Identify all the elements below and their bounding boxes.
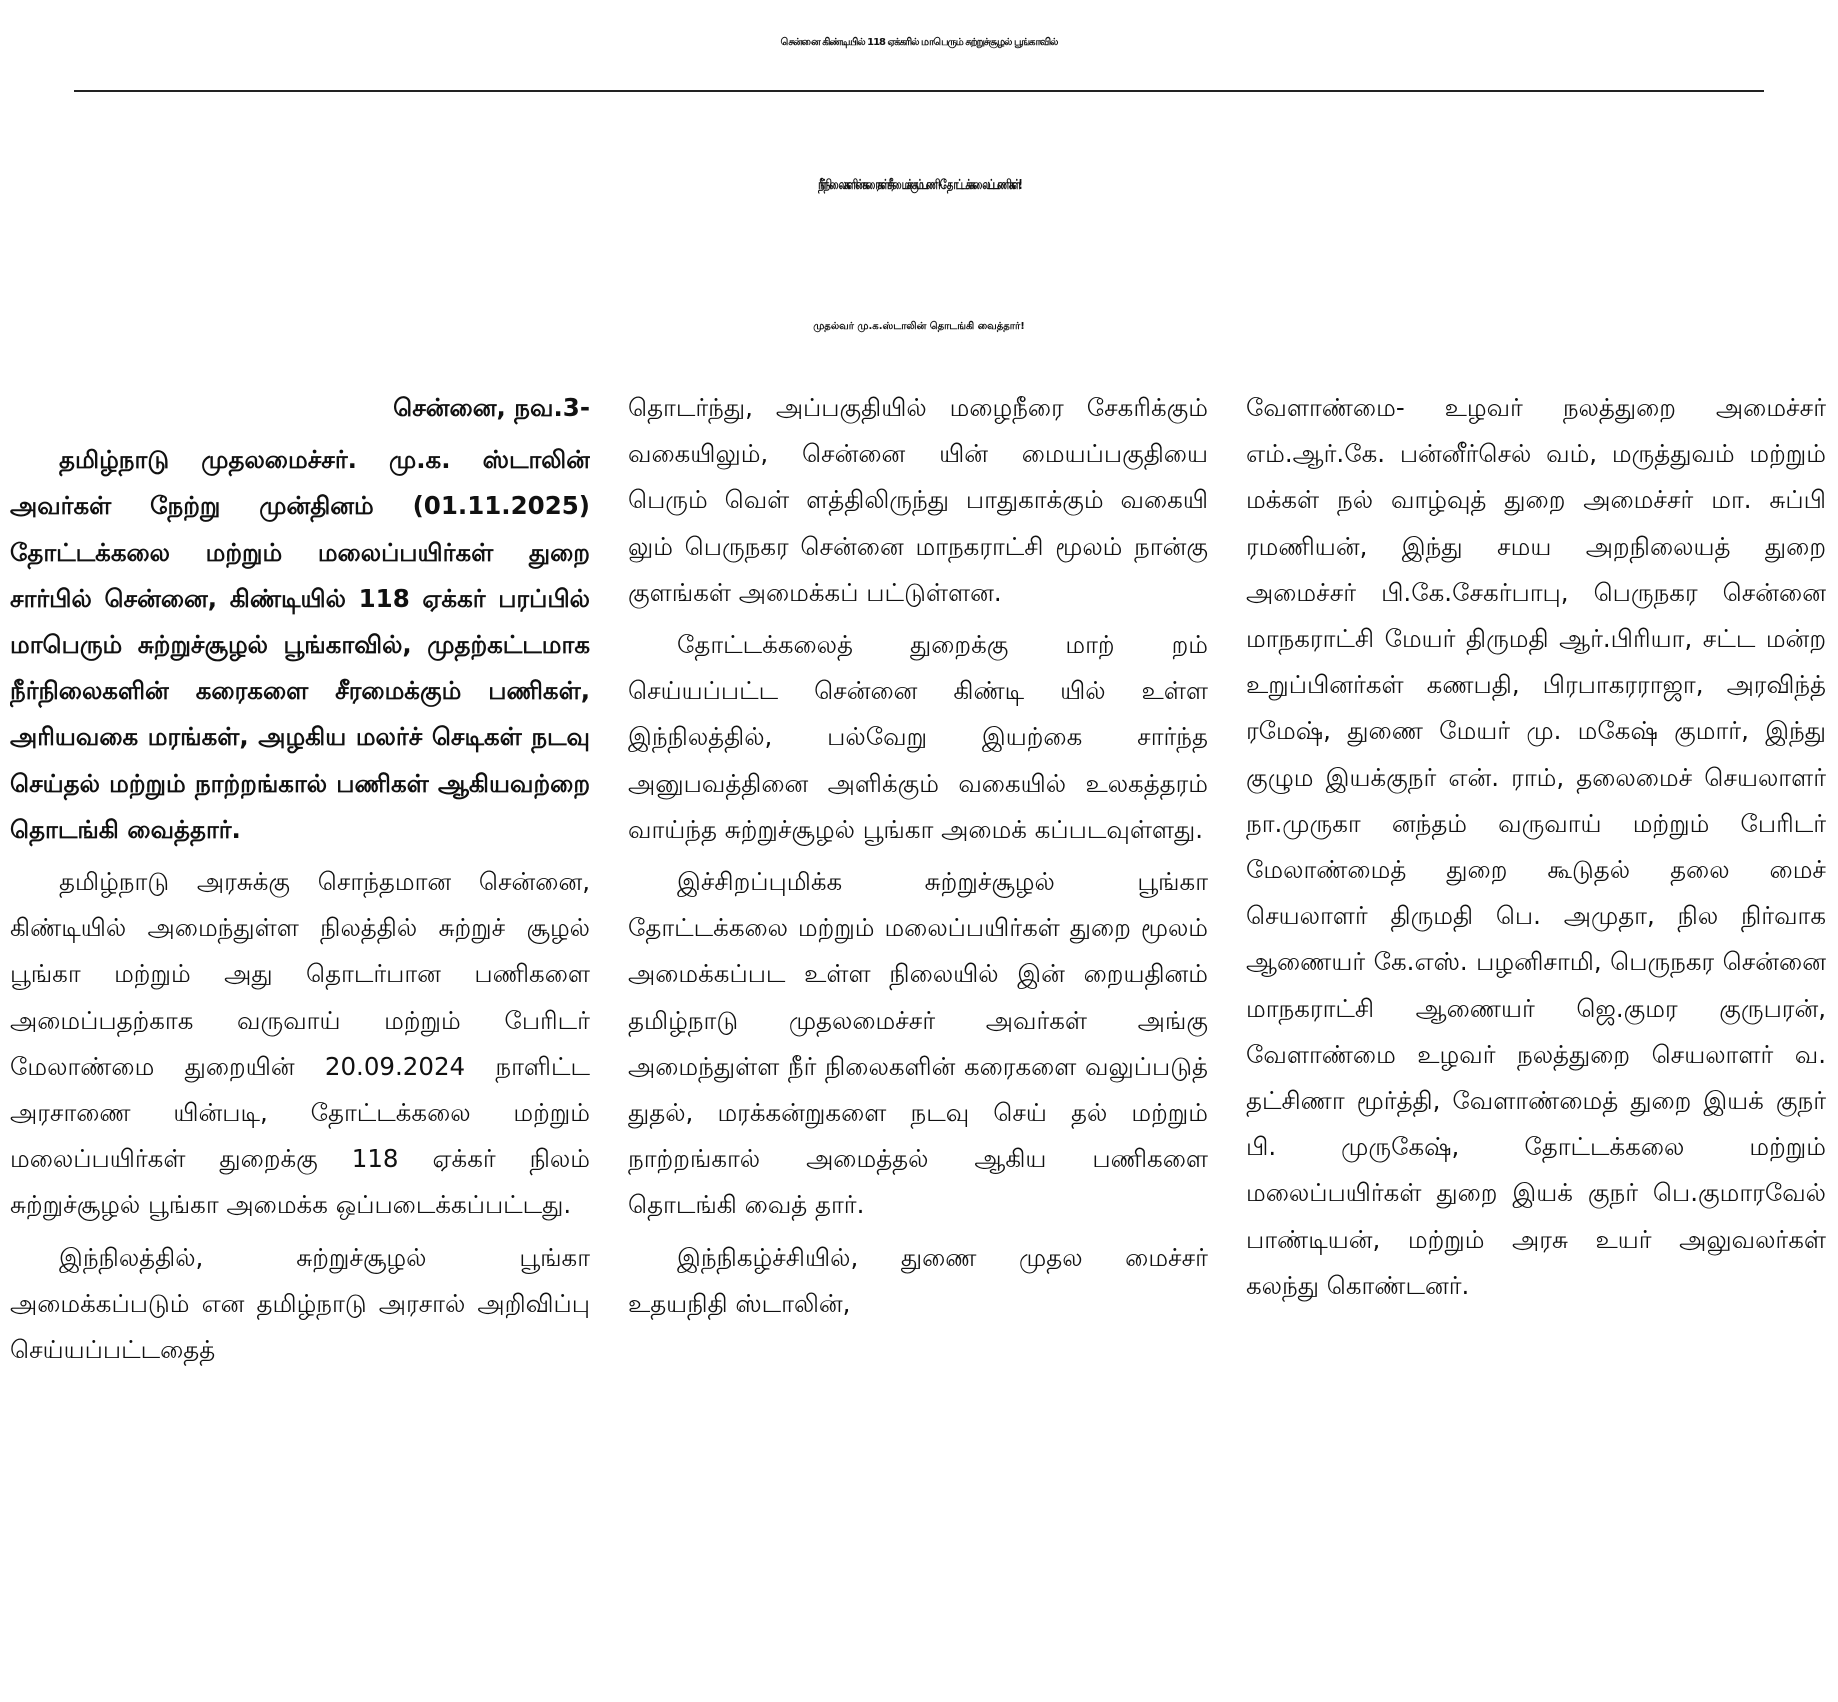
body-paragraph: தமிழ்நாடு அரசுக்கு சொந்தமான சென்னை, கிண்டியில் அமைந்துள்ள நிலத்தில் சுற்றுச் சூழல் பூங்கா மற்றும் அது தொடர்பான பணிகளை அமைப்பதற்காக வருவாய் மற்றும் பேரிடர் மேலாண்மை துறையின் 20.09.2024 நாளிட்ட அரசாணை யின்படி, தோட்டக்கலை மற்றும் மலைப்பயிர்கள் துறைக்கு 118 ஏக்கர் நிலம் சுற்றுச்சூழல் பூங்கா அமைக்க ஒப்படைக்கப்பட்டது.: [10, 867, 590, 1220]
article-column-1: [10, 385, 590, 1697]
lead-paragraph: தமிழ்நாடு முதலமைச்சர். மு.க. ஸ்டாலின் அவர்கள் நேற்று முன்தினம் (01.11.2025) தோட்டக்கலை மற்றும் மலைப்பயிர்கள் துறை சார்பில் சென்னை, கிண்டியில் 118 ஏக்கர் பரப்பில் மாபெரும் சுற்றுச்சூழல் பூங்காவில், முதற்கட்டமாக நீர்நிலைகளின் கரைகளை சீரமைக்கும் பணிகள், அரியவகை மரங்கள், அழகிய மலர்ச் செடிகள் நடவு செய்தல் மற்றும் நாற்றங்கால் பணிகள் ஆகியவற்றை தொடங்கி வைத்தார்.: [10, 445, 590, 844]
kicker-headline: சென்னை கிண்டியில் 118 ஏக்கரில் மாபெரும் சுற்றுச்சூழல் பூங்காவில்: [780, 37, 1058, 48]
header-rule: [74, 90, 1764, 92]
body-paragraph: தொடர்ந்து, அப்பகுதியில் மழைநீரை சேகரிக்கும் வகையிலும், சென்னை யின் மையப்பகுதியை பெரும் வெள் ளத்திலிருந்து பாதுகாக்கும் வகையி லும் பெருநகர சென்னை மாநகராட்சி மூலம் நான்கு குளங்கள் அமைக்கப் பட்டுள்ளன.: [628, 393, 1208, 607]
article-column-2: [628, 385, 1208, 1697]
dateline: சென்னை, நவ.3-: [393, 393, 590, 422]
body-paragraph: தோட்டக்கலைத் துறைக்கு மாற் றம் செய்யப்பட்ட சென்னை கிண்டி யில் உள்ள இந்நிலத்தில், பல்வேறு இயற்கை சார்ந்த அனுபவத்தினை அளிக்கும் வகையில் உலகத்தரம் வாய்ந்த சுற்றுச்சூழல் பூங்கா அமைக் கப்படவுள்ளது.: [628, 630, 1208, 844]
body-paragraph: இந்நிலத்தில், சுற்றுச்சூழல் பூங்கா அமைக்கப்படும் என தமிழ்நாடு அரசால் அறிவிப்பு செய்யப்பட்டதைத்: [10, 1242, 590, 1365]
main-headline: நீர்நிலைகளின் கரைகள் சீரமைக்கும் பணி - தோட்டக் கலைப் பணிகள்!: [818, 178, 1020, 193]
body-paragraph: இச்சிறப்புமிக்க சுற்றுச்சூழல் பூங்கா தோட்டக்கலை மற்றும் மலைப்பயிர்கள் துறை மூலம் அமைக்கப்பட உள்ள நிலையில் இன் றையதினம் தமிழ்நாடு முதலமைச்சர் அவர்கள் அங்கு அமைந்துள்ள நீர் நிலைகளின் கரைகளை வலுப்படுத் துதல், மரக்கன்றுகளை நடவு செய் தல் மற்றும் நாற்றங்கால் அமைத்தல் ஆகிய பணிகளை தொடங்கி வைத் தார்.: [628, 867, 1208, 1220]
article-column-3: [1246, 385, 1826, 1697]
body-paragraph: இந்நிகழ்ச்சியில், துணை முதல மைச்சர் உதயநிதி ஸ்டாலின்,: [628, 1242, 1208, 1318]
sub-headline: முதல்வர் மு.க.ஸ்டாலின் தொடங்கி வைத்தார்!: [813, 321, 1025, 332]
body-paragraph: வேளாண்மை- உழவர் நலத்துறை அமைச்சர் எம்.ஆர்.கே. பன்னீர்செல் வம், மருத்துவம் மற்றும் மக்கள் நல் வாழ்வுத் துறை அமைச்சர் மா. சுப்பி ரமணியன், இந்து சமய அறநிலையத் துறை அமைச்சர் பி.கே.சேகர்பாபு, பெருநகர சென்னை மாநகராட்சி மேயர் திருமதி ஆர்.பிரியா, சட்ட மன்ற உறுப்பினர்கள் கணபதி, பிரபாகரராஜா, அரவிந்த் ரமேஷ், துணை மேயர் மு. மகேஷ் குமார், இந்து குழும இயக்குநர் என். ராம், தலைமைச் செயலாளர் நா.முருகா னந்தம் வருவாய் மற்றும் பேரிடர் மேலாண்மைத் துறை கூடுதல் தலை மைச் செயலாளர் திருமதி பெ. அமுதா, நில நிர்வாக ஆணையர் கே.எஸ். பழனிசாமி, பெருநகர சென்னை மாநகராட்சி ஆணையர் ஜெ.குமர குருபரன், வேளாண்மை உழவர் நலத்துறை செயலாளர் வ. தட்சிணா மூர்த்தி, வேளாண்மைத் துறை இயக் குநர் பி. முருகேஷ், தோட்டக்கலை மற்றும் மலைப்பயிர்கள் துறை இயக் குநர் பெ.குமாரவேல் பாண்டியன், மற்றும் அரசு உயர் அலுவலர்கள் கலந்து கொண்டனர்.: [1246, 393, 1826, 1300]
